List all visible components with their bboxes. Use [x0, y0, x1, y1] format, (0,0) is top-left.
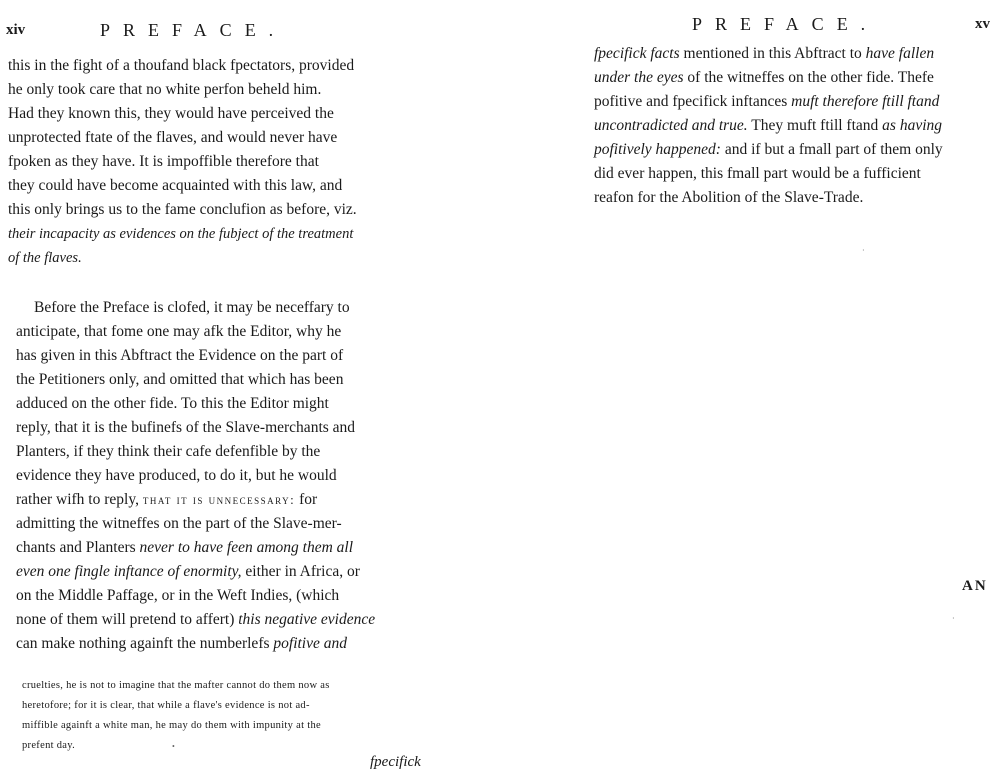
catchword: AN: [962, 578, 988, 594]
italic-text: of the flaves.: [8, 250, 82, 266]
small-caps-text: that it is unnecessary:: [142, 492, 296, 507]
text-line: fpoken as they have. It is impoffible therefore that: [8, 153, 319, 170]
text-line: has given in this Abftract the Evidence on the part of: [16, 347, 344, 364]
text-line: [594, 42, 934, 66]
text-line: [594, 138, 943, 162]
text-line: Planters, if they think their cafe defenfible by the: [16, 443, 321, 460]
text-segment: They muft ftill ftand: [751, 117, 879, 134]
text-line: [16, 488, 317, 512]
italic-text: their incapacity as evidences on the fubject of the treatment: [8, 226, 354, 242]
italic-text: under the eyes: [594, 69, 684, 86]
text-segment: for: [299, 491, 318, 508]
text-line: [594, 66, 934, 90]
text-line: [8, 246, 82, 270]
text-line: [594, 90, 939, 114]
text-line: adduced on the other fide. To this the Editor might: [16, 395, 329, 412]
text-line: Had they known this, they would have perceived the: [8, 105, 334, 122]
italic-text: muft therefore ftill ftand: [791, 93, 940, 110]
text-line: Before the Preface is clofed, it may be neceffary to: [34, 299, 350, 316]
page-number: xv: [975, 16, 990, 32]
ink-speck: •: [172, 742, 175, 751]
text-segment: of the witneffes on the other fide. Thefe: [687, 69, 934, 86]
text-line: reafon for the Abolition of the Slave-Trade.: [594, 189, 864, 206]
text-segment: mentioned in this Abftract to: [683, 45, 862, 62]
text-line: evidence they have produced, to do it, but he would: [16, 467, 337, 484]
italic-text: pofitively happened:: [594, 141, 721, 158]
italic-text: this negative evidence: [238, 611, 376, 628]
italic-text: even one fingle inftance of enormity,: [16, 563, 242, 580]
text-line: this only brings us to the fame conclufion as before, viz.: [8, 201, 357, 218]
italic-text: as having: [882, 117, 942, 134]
text-line: on the Middle Paffage, or in the Weft Indies, (which: [16, 587, 340, 604]
page-number: xiv: [6, 22, 26, 38]
text-line: [16, 632, 347, 656]
text-segment: pofitive and fpecifick inftances: [594, 93, 788, 110]
ink-speck: ·: [952, 614, 955, 623]
italic-text: uncontradicted and true.: [594, 117, 748, 134]
text-line: [16, 608, 375, 632]
text-line: [16, 560, 360, 584]
text-segment: can make nothing againft the numberlefs: [16, 635, 270, 652]
text-line: did ever happen, this fmall part would be a fufficient: [594, 165, 921, 182]
text-line: this in the fight of a thoufand black fpectators, provided: [8, 57, 355, 74]
italic-text: never to have feen among them all: [139, 539, 354, 556]
footnote-line: heretofore; for it is clear, that while a flave's evidence is not ad-: [22, 700, 310, 711]
italic-text: fpecifick facts: [594, 45, 680, 62]
right-page: [580, 0, 1000, 778]
text-line: unprotected ftate of the flaves, and would never have: [8, 129, 338, 146]
catchword: fpecifick: [370, 754, 421, 770]
left-page: [0, 0, 440, 778]
text-segment: rather wifh to reply,: [16, 491, 139, 508]
text-line: [16, 536, 353, 560]
italic-text: pofitive and: [273, 635, 348, 652]
left-page-header: [0, 14, 440, 44]
footnote-line: prefent day.: [22, 740, 76, 751]
text-line: he only took care that no white perfon beheld him.: [8, 81, 322, 98]
text-line: admitting the witneffes on the part of the Slave-mer-: [16, 515, 342, 532]
text-line: [8, 222, 353, 246]
footnote-line: cruelties, he is not to imagine that the mafter cannot do them now as: [22, 680, 330, 691]
right-page-header: [580, 14, 1000, 44]
running-title: PREFACE.: [692, 14, 879, 34]
ink-speck: ·: [862, 246, 865, 255]
text-segment: either in Africa, or: [245, 563, 360, 580]
italic-text: have fallen: [865, 45, 935, 62]
text-line: they could have become acquainted with this law, and: [8, 177, 343, 194]
text-line: the Petitioners only, and omitted that which has been: [16, 371, 344, 388]
footnote-line: miffible againft a white man, he may do them with impunity at the: [22, 720, 321, 731]
text-line: reply, that it is the bufinefs of the Slave-merchants and: [16, 419, 356, 436]
text-line: [594, 114, 942, 138]
text-segment: and if but a fmall part of them only: [724, 141, 943, 158]
text-segment: none of them will pretend to affert): [16, 611, 235, 628]
text-segment: chants and Planters: [16, 539, 136, 556]
text-line: anticipate, that fome one may afk the Editor, why he: [16, 323, 342, 340]
running-title: PREFACE.: [100, 20, 287, 40]
